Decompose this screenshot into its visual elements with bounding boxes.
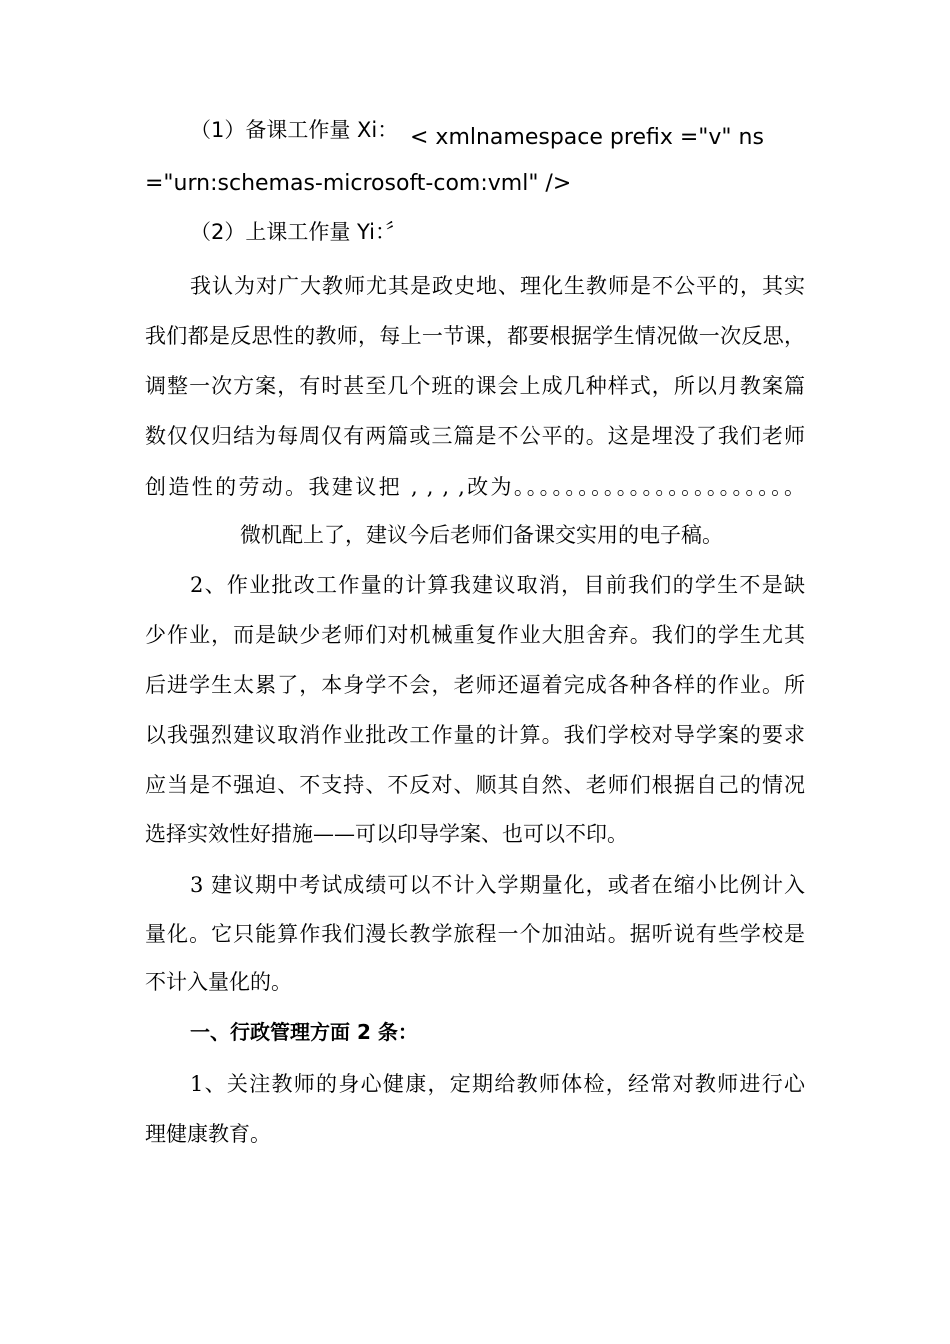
paragraph1-line: 我们都是反思性的教师，每上一节课，都要根据学生情况做一次反思， xyxy=(145,324,805,348)
paragraph4-line: 3 建议期中考试成绩可以不计入学期量化，或者在缩小比例计入 xyxy=(190,873,805,897)
paragraph1-line: 数仅仅归结为每周仅有两篇或三篇是不公平的。这是埋没了我们老师 xyxy=(145,424,805,448)
paragraph3-line: 2、作业批改工作量的计算我建议取消，目前我们的学生不是缺 xyxy=(190,573,805,597)
item1-label: （1）备课工作量 Xi： xyxy=(190,118,399,142)
section-heading: 一、行政管理方面 2 条： xyxy=(190,1020,418,1044)
paragraph3-line: 少作业，而是缺少老师们对机械重复作业大胆舍弃。我们的学生尤其 xyxy=(145,623,805,647)
paragraph1-line: 我认为对广大教师尤其是政史地、理化生教师是不公平的，其实 xyxy=(190,274,805,298)
paragraph4-line: 不计入量化的。 xyxy=(145,970,292,994)
paragraph3-line: 应当是不强迫、不支持、不反对、顺其自然、老师们根据自己的情况 xyxy=(145,773,805,797)
paragraph4-line: 量化。它只能算作我们漫长教学旅程一个加油站。据听说有些学校是 xyxy=(145,922,805,946)
paragraph5-line: 1、关注教师的身心健康，定期给教师体检，经常对教师进行心 xyxy=(190,1072,805,1096)
paragraph3-line: 后进学生太累了，本身学不会，老师还逼着完成各种各样的作业。所 xyxy=(145,673,805,697)
paragraph3-line: 选择实效性好措施——可以印导学案、也可以不印。 xyxy=(145,822,628,846)
paragraph1-line: 调整一次方案，有时甚至几个班的课会上成几种样式，所以月教案篇 xyxy=(145,374,805,398)
item2-label: （2）上课工作量 Yi：〞 xyxy=(190,220,407,244)
paragraph3-line: 以我强烈建议取消作业批改工作量的计算。我们学校对导学案的要求 xyxy=(145,723,805,747)
paragraph1-line: 创造性的劳动。我建议把 , , , ,改为。。。。。。。。。。。。。。。。。。。。。。 xyxy=(145,475,805,499)
paragraph2: 微机配上了，建议今后老师们备课交实用的电子稿。 xyxy=(240,523,723,547)
xml-namespace-line2: ="urn:schemas-microsoft-com:vml" /> xyxy=(145,171,572,196)
xml-namespace-line1: < xmlnamespace prefix ="v" ns xyxy=(410,125,764,150)
paragraph5-line: 理健康教育。 xyxy=(145,1122,271,1146)
